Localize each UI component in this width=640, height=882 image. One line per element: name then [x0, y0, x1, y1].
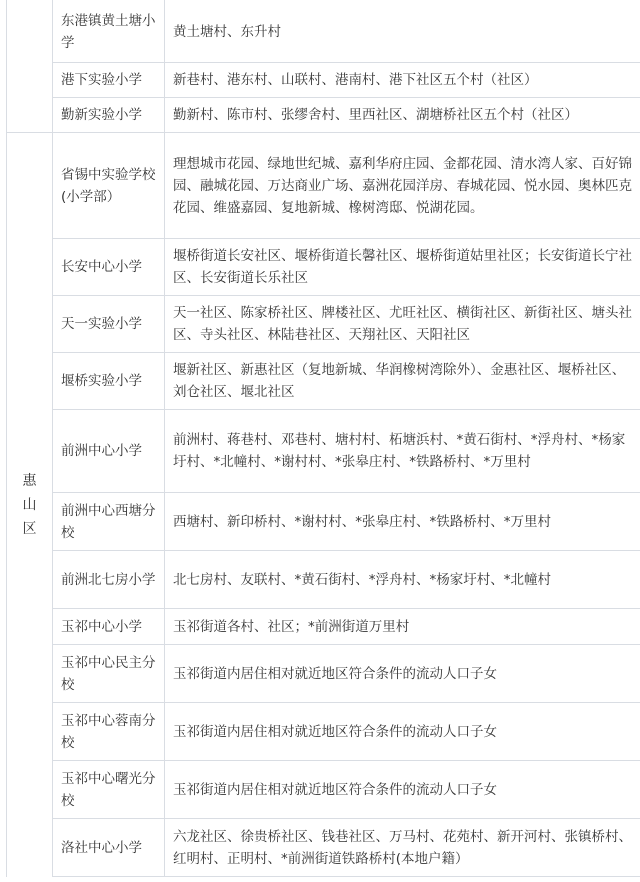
school-cell: 前洲中心小学: [53, 410, 165, 493]
table-row: [7, 296, 640, 353]
area-cell: 堰新社区、新惠社区（复地新城、华润橡树湾除外）、金惠社区、堰桥社区、刘仓社区、堰北社区: [165, 353, 640, 410]
school-cell: 玉祁中心曙光分校: [53, 761, 165, 819]
area-cell: 六龙社区、徐贵桥社区、钱巷社区、万马村、花苑村、新开河村、张镇桥村、红明村、正明村、*前洲街道铁路桥村(本地户籍）: [165, 819, 640, 877]
school-cell: 天一实验小学: [53, 296, 165, 353]
area-cell: 理想城市花园、绿地世纪城、嘉利华府庄园、金都花园、清水湾人家、百好锦园、融城花园、万达商业广场、嘉洲花园洋房、春城花园、悦水园、奥林匹克花园、维盛嘉园、复地新城、橡树湾邸、悦湖花园。: [165, 133, 640, 239]
school-cell: 玉祁中心蓉南分校: [53, 703, 165, 761]
school-cell: 前洲中心西塘分校: [53, 493, 165, 551]
school-cell: 堰桥实验小学: [53, 353, 165, 410]
area-cell: 玉祁街道内居住相对就近地区符合条件的流动人口子女: [165, 761, 640, 819]
area-cell: 玉祁街道各村、社区；*前洲街道万里村: [165, 609, 640, 645]
table-row: [7, 493, 640, 551]
area-cell: 玉祁街道内居住相对就近地区符合条件的流动人口子女: [165, 703, 640, 761]
table-row: [7, 63, 640, 98]
area-cell: 勤新村、陈市村、张缪舍村、里西社区、湖塘桥社区五个村（社区）: [165, 98, 640, 133]
school-cell: 港下实验小学: [53, 63, 165, 98]
district-cell: [7, 0, 53, 133]
district-label: 惠山区: [22, 472, 37, 537]
school-cell: 洛社中心小学: [53, 819, 165, 877]
area-cell: 玉祁街道内居住相对就近地区符合条件的流动人口子女: [165, 645, 640, 703]
area-cell: 天一社区、陈家桥社区、牌楼社区、尤旺社区、横街社区、新街社区、塘头社区、寺头社区、林陆巷社区、天翔社区、天阳社区: [165, 296, 640, 353]
table-row: [7, 645, 640, 703]
school-cell: 前洲北七房小学: [53, 551, 165, 609]
school-cell: 玉祁中心小学: [53, 609, 165, 645]
table-row: [7, 239, 640, 296]
table-row: [7, 410, 640, 493]
table-row: [7, 819, 640, 877]
school-cell: 玉祁中心民主分校: [53, 645, 165, 703]
school-cell: 勤新实验小学: [53, 98, 165, 133]
area-cell: 堰桥街道长安社区、堰桥街道长馨社区、堰桥街道姑里社区；长安街道长宁社区、长安街道长乐社区: [165, 239, 640, 296]
school-cell: 东港镇黄土塘小学: [53, 0, 165, 63]
table-row: [7, 353, 640, 410]
area-cell: 新巷村、港东村、山联村、港南村、港下社区五个村（社区）: [165, 63, 640, 98]
area-cell: 黄土塘村、东升村: [165, 0, 640, 63]
table-row: [7, 609, 640, 645]
area-cell: 西塘村、新印桥村、*谢村村、*张皋庄村、*铁路桥村、*万里村: [165, 493, 640, 551]
school-cell: 省锡中实验学校(小学部）: [53, 133, 165, 239]
school-cell: 长安中心小学: [53, 239, 165, 296]
table-row: [7, 551, 640, 609]
table-row: [7, 98, 640, 133]
table-row: [7, 703, 640, 761]
table-row: [7, 761, 640, 819]
school-district-table: [6, 0, 640, 877]
area-cell: 前洲村、蒋巷村、邓巷村、塘村村、柘塘浜村、*黄石街村、*浮舟村、*杨家圩村、*北幢村、*谢村村、*张皋庄村、*铁路桥村、*万里村: [165, 410, 640, 493]
table-row: [7, 0, 640, 63]
area-cell: 北七房村、友联村、*黄石街村、*浮舟村、*杨家圩村、*北幢村: [165, 551, 640, 609]
table-row: [7, 133, 640, 239]
district-cell: [7, 133, 53, 877]
